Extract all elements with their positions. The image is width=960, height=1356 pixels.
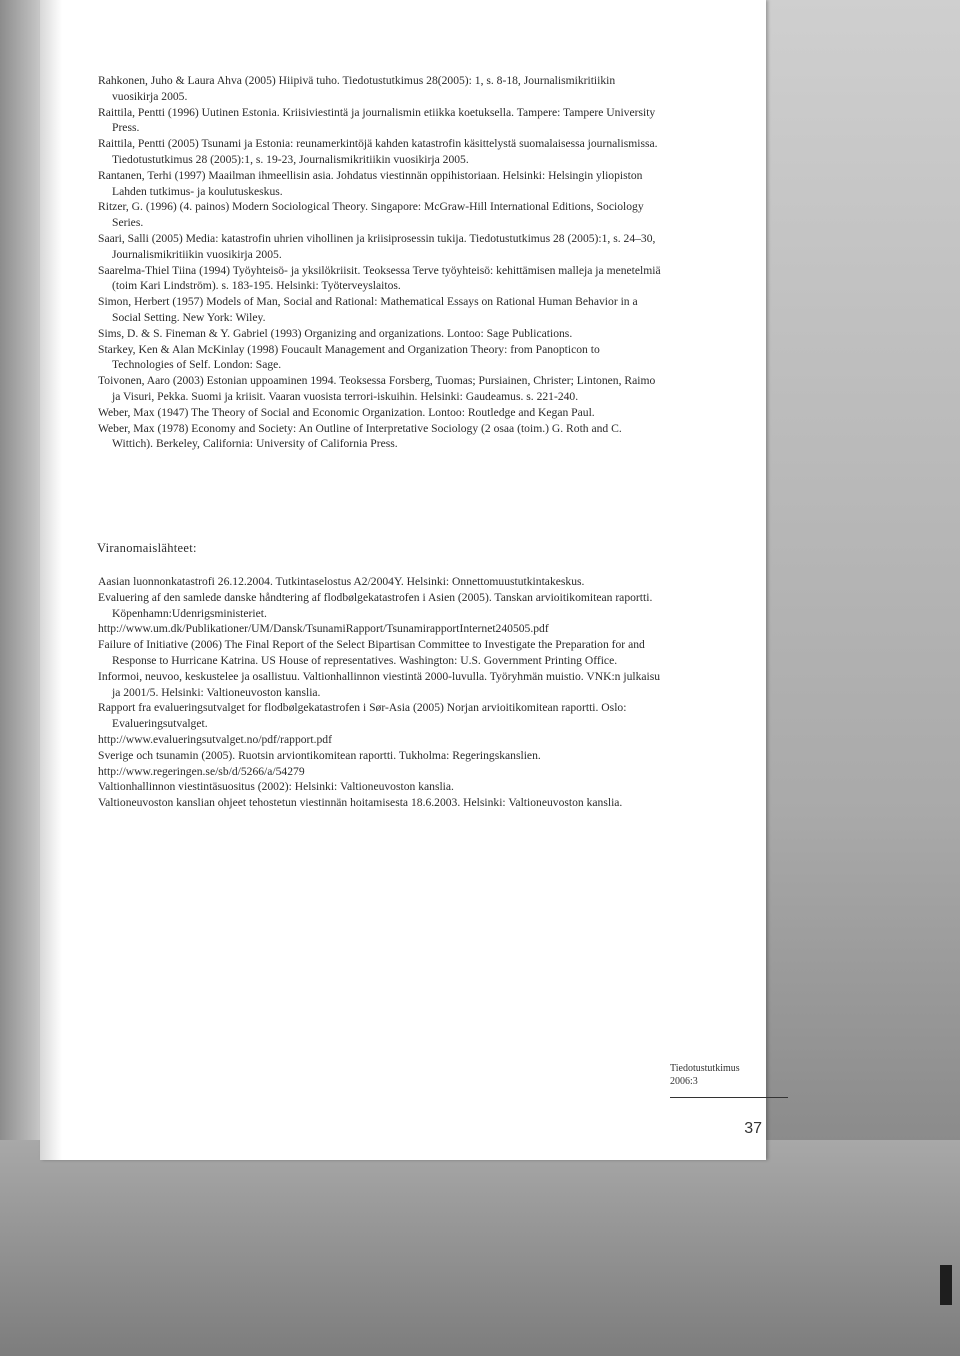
reference-entry: Simon, Herbert (1957) Models of Man, Social and Rational: Mathematical Essays on Rational Human Behavior in a Social Setting. New York: Wiley. (98, 295, 638, 324)
official-source-entry: Informoi, neuvoo, keskustelee ja osallistuu. Valtionhallinnon viestintä 2000-luvulla. Työryhmän muistio. VNK:n julkaisu ja 2001/5. Helsinki: Valtioneuvoston kanslia. (98, 669, 661, 699)
reference-entry: Saarelma-Thiel Tiina (1994) Työyhteisö- ja yksilökriisit. Teoksessa Terve työyhteisö: kehittämisen malleja ja menetelmiä (toim Kari Lindström). s. 183-195. Helsinki: Työterveyslaitos. (98, 263, 661, 293)
page-binding-shadow (40, 0, 62, 1160)
reference-entry: Toivonen, Aaro (2003) Estonian uppoaminen 1994. Teoksessa Forsberg, Tuomas; Pursiainen, Christer; Lintonen, Raimo ja Visuri, Pekka. Suomi ja kriisit. Vaaran vuosista terrori-iskuihin. Helsinki: Gaudeamus. s. 221-240. (98, 374, 656, 403)
official-source-entry: http://www.um.dk/Publikationer/UM/Dansk/TsunamiRapport/TsunamirapportInternet240505.pdf (98, 622, 549, 636)
scanner-edge-mark (940, 1265, 952, 1305)
reference-entry: Raittila, Pentti (1996) Uutinen Estonia. Kriisiviestintä ja journalismin etiikka koetuksella. Tampere: Tampere University Press. (98, 105, 656, 135)
reference-entry: Raittila, Pentti (2005) Tsunami ja Estonia: reunamerkintöjä kahden katastrofin käsittelystä suomalaisessa journalismissa. Tiedotustutkimus 28 (2005):1, s. 19-23, Journalismikritiikin vuosikirja 2005. (98, 137, 658, 166)
page-number: 37 (744, 1120, 762, 1137)
reference-entry: Weber, Max (1947) The Theory of Social and Economic Organization. Lontoo: Routledge and Kegan Paul. (98, 405, 595, 419)
reference-entry: Rantanen, Terhi (1997) Maailman ihmeellisin asia. Johdatus viestinnän oppihistoriaan. Helsinki: Helsingin yliopiston Lahden tutkimus- ja koulutuskeskus. (98, 168, 643, 198)
official-source-entry: Evaluering af den samlede danske håndtering af flodbølgekatastrofen i Asien (2005). Tanskan arvioitikomitean raportti. Köpenhamn:Udenrigsministeriet. (98, 590, 653, 620)
reference-list (98, 73, 662, 452)
official-source-entry: http://www.evalueringsutvalget.no/pdf/rapport.pdf (98, 732, 332, 746)
official-source-entry: Rapport fra evalueringsutvalget for flodbølgekatastrofen i Sør-Asia (2005) Norjan arvioitikomitean raportti. Oslo: Evalueringsutvalget. (98, 701, 627, 731)
reference-entry: Saari, Salli (2005) Media: katastrofin uhrien vihollinen ja kriisiprosessin tukija. Tiedotustutkimus 28 (2005):1, s. 24–30, Journalismikritiikin vuosikirja 2005. (98, 231, 656, 261)
section-heading-official-sources: Viranomaislähteet: (97, 541, 197, 555)
official-source-entry: Failure of Initiative (2006) The Final Report of the Select Bipartisan Committee to Investigate the Preparation for and Response to Hurricane Katrina. US House of representatives. Washington: U.S. Government Printing Office. (98, 638, 645, 667)
footer-rule (670, 1097, 788, 1098)
official-source-entry: http://www.regeringen.se/sb/d/5266/a/54279 (98, 764, 305, 778)
official-source-entry: Aasian luonnonkatastrofi 26.12.2004. Tutkintaselostus A2/2004Y. Helsinki: Onnettomuustutkintakeskus. (98, 575, 585, 588)
reference-entry: Rahkonen, Juho & Laura Ahva (2005) Hiipivä tuho. Tiedotustutkimus 28(2005): 1, s. 8-18, Journalismikritiikin vuosikirja 2005. (98, 74, 616, 103)
footer-issue: 2006:3 (670, 1076, 698, 1087)
reference-entry: Sims, D. & S. Fineman & Y. Gabriel (1993) Organizing and organizations. Lontoo: Sage Publications. (98, 326, 573, 340)
footer-journal-name: Tiedotustutkimus (670, 1063, 740, 1074)
reference-entry: Starkey, Ken & Alan McKinlay (1998) Foucault Management and Organization Theory: from Panopticon to Technologies of Self. London: Sage. (98, 342, 600, 372)
official-source-entry: Valtionhallinnon viestintäsuositus (2002): Helsinki: Valtioneuvoston kanslia. (98, 780, 454, 794)
reference-entry: Weber, Max (1978) Economy and Society: An Outline of Interpretative Sociology (2 osaa (toim.) G. Roth and C. Wittich). Berkeley, California: University of California Press. (98, 421, 622, 451)
scanner-background-bottom (0, 1140, 960, 1356)
official-sources-list (98, 574, 662, 811)
document-page (40, 0, 766, 1160)
footer-journal-info (670, 1062, 770, 1088)
official-source-entry: Sverige och tsunamin (2005). Ruotsin arviontikomitean raportti. Tukholma: Regeringskanslien. (98, 748, 541, 762)
reference-entry: Ritzer, G. (1996) (4. painos) Modern Sociological Theory. Singapore: McGraw-Hill International Editions, Sociology Series. (98, 200, 644, 230)
official-source-entry: Valtioneuvoston kanslian ohjeet tehostetun viestinnän hoitamisesta 18.6.2003. Helsinki: Valtioneuvoston kanslia. (98, 796, 623, 810)
